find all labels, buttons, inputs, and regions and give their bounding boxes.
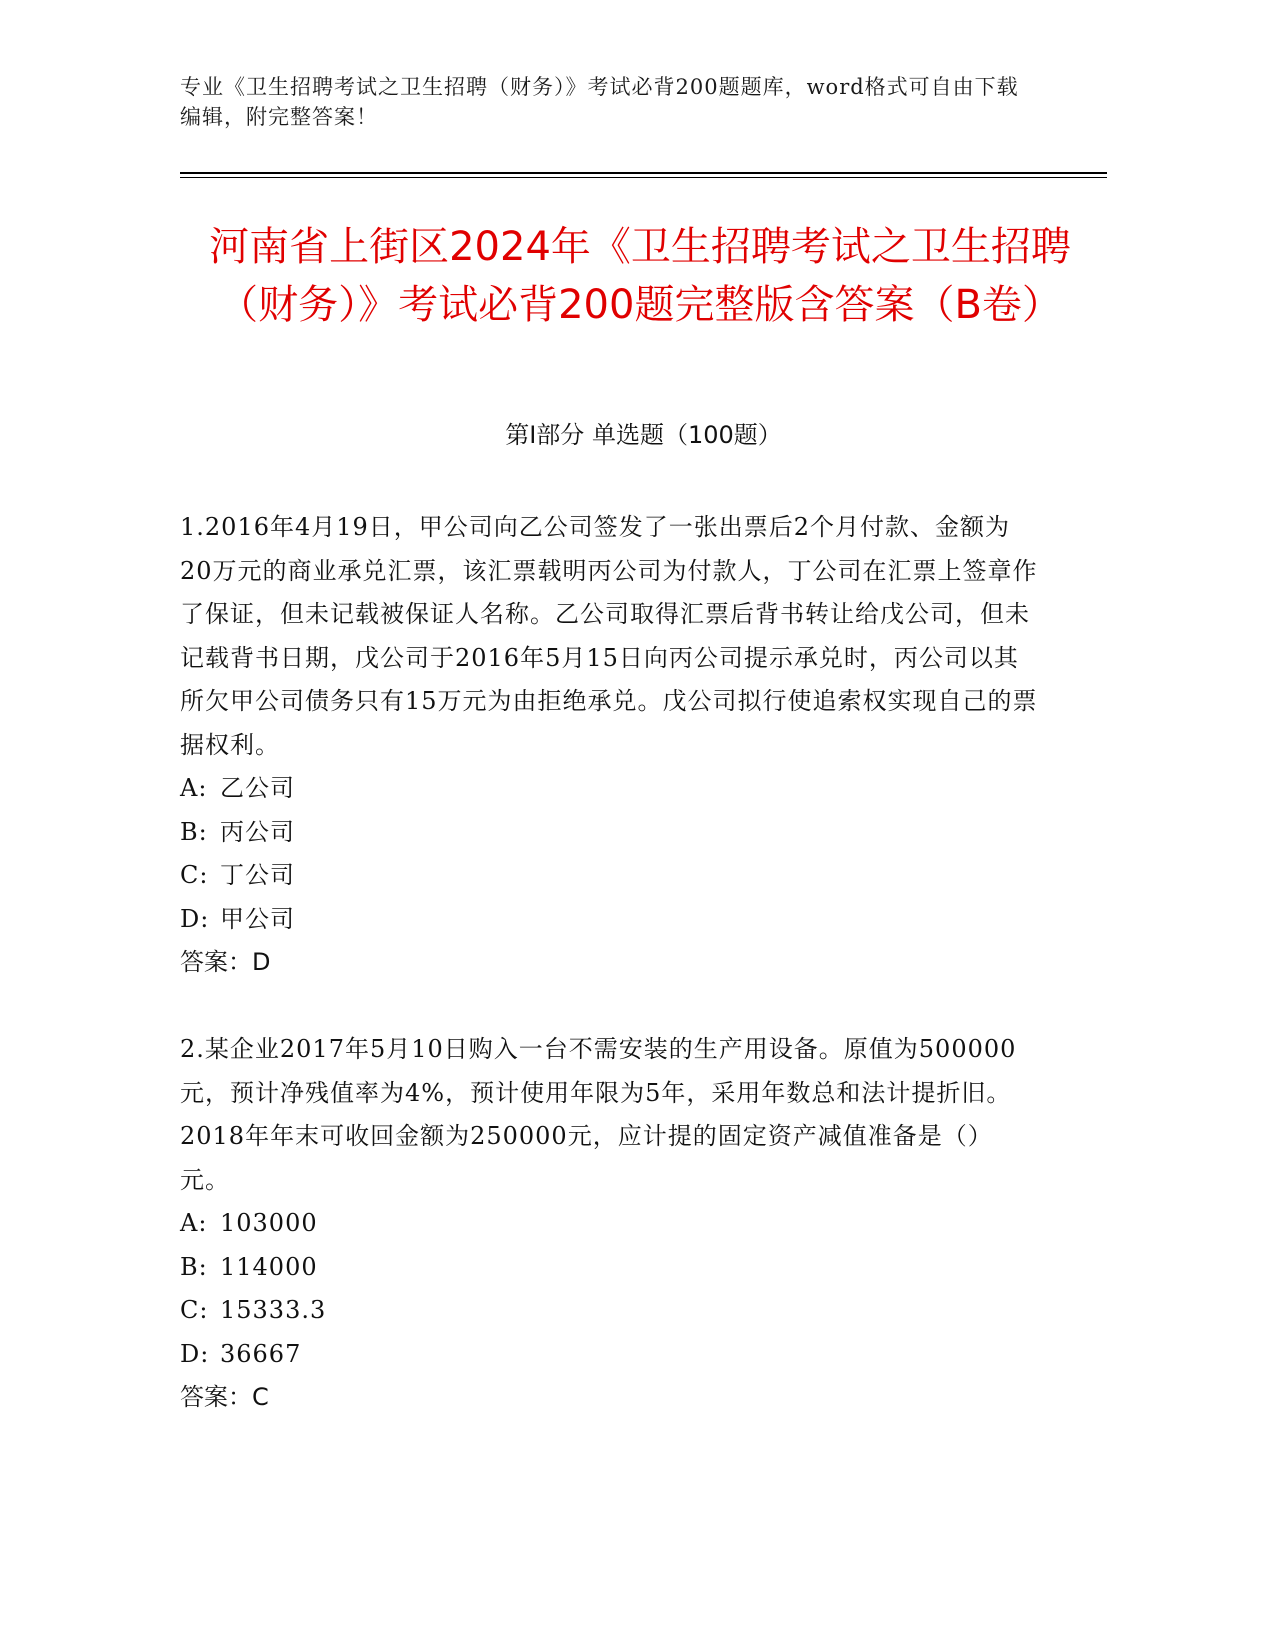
option-b <box>180 811 1040 855</box>
header-divider-thin <box>180 177 1107 178</box>
option-text: 15333.3 <box>220 1296 327 1324</box>
option-d <box>180 1333 1040 1377</box>
question-1 <box>180 506 1040 985</box>
option-text: 114000 <box>220 1252 318 1281</box>
option-c <box>180 854 1040 898</box>
option-letter: C: <box>180 1296 209 1324</box>
option-letter: A: <box>180 1209 208 1237</box>
option-letter: D: <box>180 1339 210 1368</box>
document-title: 河南省上街区2024年《卫生招聘考试之卫生招聘（财务）》考试必背200题完整版含答案（B卷） <box>209 224 1071 328</box>
option-text: 乙公司 <box>220 774 295 802</box>
section-title: 第Ⅰ部分 单选题（100题） <box>505 421 782 449</box>
option-a <box>180 1202 1040 1246</box>
header-divider-thick <box>180 172 1107 174</box>
option-text: 丙公司 <box>220 817 295 846</box>
option-letter: A: <box>180 774 208 802</box>
option-letter: B: <box>180 817 208 846</box>
option-b <box>180 1246 1040 1290</box>
option-letter: C: <box>180 861 209 889</box>
option-text: 36667 <box>220 1339 302 1368</box>
question-stem: 2.某企业2017年5月10日购入一台不需安装的生产用设备。原值为500000元，预计净残值率为4%，预计使用年限为5年，采用年数总和法计提折旧。2018年年末可收回金额为250000元，应计提的固定资产减值准备是（）元。 <box>180 1035 1017 1194</box>
answer-line: 答案：C <box>180 1383 269 1411</box>
option-d <box>180 898 1040 942</box>
question-stem: 1.2016年4月19日，甲公司向乙公司签发了一张出票后2个月付款、金额为20万元的商业承兑汇票，该汇票载明丙公司为付款人，丁公司在汇票上签章作了保证，但未记载被保证人名称。乙公司取得汇票后背书转让给戊公司，但未记载背书日期，戊公司于2016年5月15日向丙公司提示承兑时，丙公司以其所欠甲公司债务只有15万元为由拒绝承兑。戊公司拟行使追索权实现自己的票据权利。 <box>180 513 1038 759</box>
option-letter: B: <box>180 1252 208 1281</box>
header-note: 专业《卫生招聘考试之卫生招聘（财务）》考试必背200题题库，word格式可自由下载编辑，附完整答案！ <box>180 75 1019 129</box>
option-a <box>180 767 1040 811</box>
question-2 <box>180 1028 1040 1420</box>
option-c <box>180 1289 1040 1333</box>
answer-line: 答案：D <box>180 948 271 976</box>
option-text: 丁公司 <box>220 861 295 889</box>
option-text: 甲公司 <box>220 904 295 933</box>
option-text: 103000 <box>220 1209 318 1237</box>
option-letter: D: <box>180 904 210 933</box>
